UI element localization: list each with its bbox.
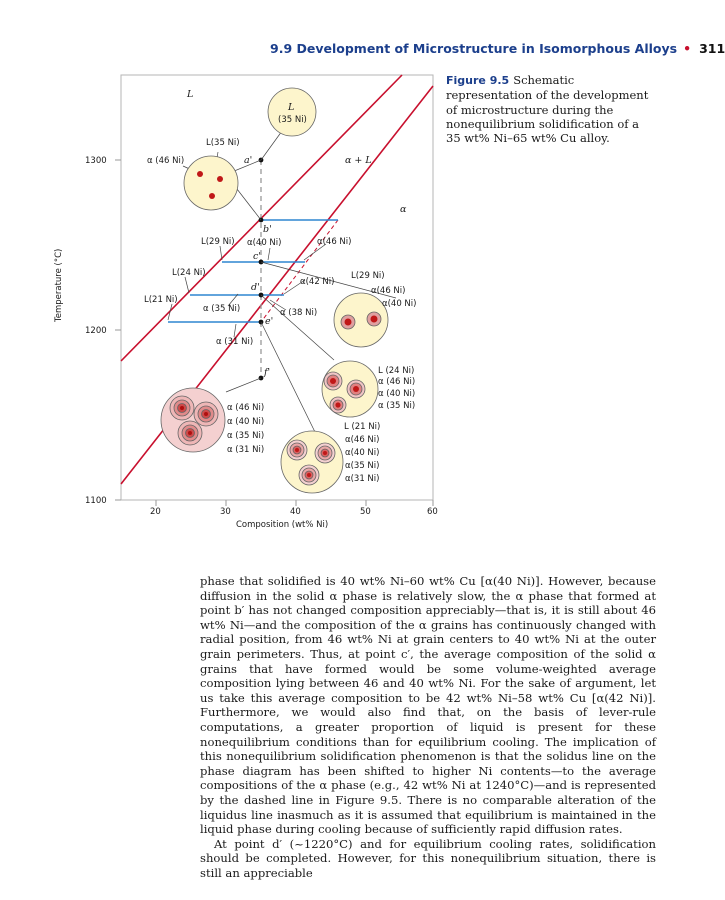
microstructure-f xyxy=(161,388,225,452)
label-e-a31: α(31 Ni) xyxy=(345,474,380,484)
label-f-a35: α (35 Ni) xyxy=(227,431,265,441)
leader-line xyxy=(261,131,282,160)
nucleus xyxy=(371,316,378,323)
point-label-a: a' xyxy=(244,155,253,166)
leader-line xyxy=(268,248,270,260)
nonequilibrium-solidus-line xyxy=(261,220,338,322)
label-d-a40: α (40 Ni) xyxy=(378,389,416,399)
nucleus xyxy=(307,473,311,477)
nucleus xyxy=(330,378,336,384)
point-label-d: d' xyxy=(251,282,260,293)
nucleus xyxy=(209,193,215,199)
label-a31: α (31 Ni) xyxy=(216,337,254,347)
label-e-a35: α(35 Ni) xyxy=(345,461,380,471)
label-l21: L(21 Ni) xyxy=(144,295,178,305)
nucleus xyxy=(188,431,192,435)
caption-text: Schematic representation of the development of microstructure during the nonequilibrium solidification of a 35 wt% Ni–65 wt% Cu alloy. xyxy=(446,73,649,146)
nucleus xyxy=(345,319,352,326)
label-c-a40: α(40 Ni) xyxy=(382,299,417,309)
x-tick-label: 40 xyxy=(290,507,301,517)
nucleus xyxy=(353,386,359,392)
leader-line xyxy=(220,246,222,260)
label-a38: α (38 Ni) xyxy=(280,308,318,318)
nucleus xyxy=(217,176,223,182)
x-tick-label: 60 xyxy=(427,507,438,517)
leader-line xyxy=(261,295,334,360)
microstructure-d xyxy=(322,361,378,417)
label-a46: α (46 Ni) xyxy=(147,156,185,166)
bullet-dot-icon: • xyxy=(683,41,692,56)
label-a40: α(40 Ni) xyxy=(247,238,282,248)
leader-line xyxy=(185,277,189,293)
label-e-a46: α(46 Ni) xyxy=(345,435,380,445)
label-a35: α (35 Ni) xyxy=(203,304,241,314)
label-c-a46: α(46 Ni) xyxy=(371,286,406,296)
label-d-l24: L (24 Ni) xyxy=(378,366,415,376)
leader-line xyxy=(234,324,236,337)
label-f-a40: α (40 Ni) xyxy=(227,417,265,427)
label-e-l21: L (21 Ni) xyxy=(344,422,381,432)
body-paragraph: At point d′ (~1220°C) and for equilibrium cooling rates, solidification should be completed. However, for this nonequilibrium situation, there is still an appreciable xyxy=(200,836,656,880)
label-l24: L(24 Ni) xyxy=(172,268,206,278)
label-d-a35: α (35 Ni) xyxy=(378,401,416,411)
y-tick-label: 1100 xyxy=(85,496,107,506)
microstructure-c xyxy=(334,293,388,347)
region-label-l: L xyxy=(187,89,194,100)
point-label-c: c' xyxy=(253,251,261,262)
body-text xyxy=(200,574,656,880)
section-title: 9.9 Development of Microstructure in Isomorphous Alloys xyxy=(270,41,678,56)
grain-circle-b xyxy=(184,156,238,210)
nucleus xyxy=(197,171,203,177)
y-tick-label: 1200 xyxy=(85,326,107,336)
label-a42: α(42 Ni) xyxy=(300,277,335,287)
circle-label-l: L xyxy=(288,102,295,113)
region-label-al: α + L xyxy=(345,155,372,166)
axis-ticks xyxy=(115,160,433,506)
microstructure-b xyxy=(184,156,238,210)
label-e-a40: α(40 Ni) xyxy=(345,448,380,458)
nucleus xyxy=(204,412,208,416)
y-tick-label: 1300 xyxy=(85,156,107,166)
leader-line xyxy=(226,378,261,392)
nucleus xyxy=(180,406,184,410)
x-tick-label: 50 xyxy=(360,507,371,517)
nucleus xyxy=(323,451,327,455)
label-a46b: α(46 Ni) xyxy=(317,237,352,247)
region-label-alpha: α xyxy=(400,204,407,215)
x-tick-label: 30 xyxy=(220,507,231,517)
microstructure-e xyxy=(281,431,343,493)
label-c-l29: L(29 Ni) xyxy=(351,271,385,281)
label-f-a46: α (46 Ni) xyxy=(227,403,265,413)
label-l29: L(29 Ni) xyxy=(201,237,235,247)
y-axis-label: Temperature (°C) xyxy=(54,248,64,322)
point-label-e: e' xyxy=(265,316,274,327)
figure-label: Figure 9.5 xyxy=(446,74,510,87)
x-axis-label: Composition (wt% Ni) xyxy=(236,520,329,530)
point-label-f: f' xyxy=(264,367,271,378)
body-paragraph: phase that solidified is 40 wt% Ni–60 wt% Cu [α(40 Ni)]. However, because diffusion in the solid α phase is relatively slow, the α phase that formed at point b′ has not changed composition appreciably—that is, it is still about 46 wt% Ni—and the composition of the α grains has continuously changed with radial position, from 46 wt% Ni at grain centers to 40 wt% Ni at the outer grain perimeters. Thus, at point c′, the average composition of the solid α grains that have formed would be some volume-weighted average composition lying between 46 and 40 wt% Ni. For the sake of argument, let us take this average composition to be 42 wt% Ni–58 wt% Cu [α(42 Ni)]. Furthermore, we would also find that, on the basis of lever-rule computations, a greater proportion of liquid is present for these nonequilibrium conditions than for equilibrium cooling. The implication of this nonequilibrium solidification phenomenon is that the solidus line on the phase diagram has been shifted to higher Ni contents—to the average compositions of the α phase (e.g., 42 wt% Ni at 1240°C)—and is represented by the dashed line in Figure 9.5. There is no comparable alteration of the liquidus line inasmuch as it is assumed that equilibrium is maintained in the liquid phase during cooling because of sufficiently rapid diffusion rates. xyxy=(200,574,656,837)
nucleus xyxy=(295,448,299,452)
circle-label-comp: (35 Ni) xyxy=(278,115,307,125)
nucleus xyxy=(335,402,340,407)
label-f-a31: α (31 Ni) xyxy=(227,445,265,455)
label-l35: L(35 Ni) xyxy=(206,138,240,148)
label-d-a46: α (46 Ni) xyxy=(378,377,416,387)
x-tick-label: 20 xyxy=(150,507,161,517)
point-label-b: b' xyxy=(263,224,272,235)
page-number: 311 xyxy=(699,41,725,56)
